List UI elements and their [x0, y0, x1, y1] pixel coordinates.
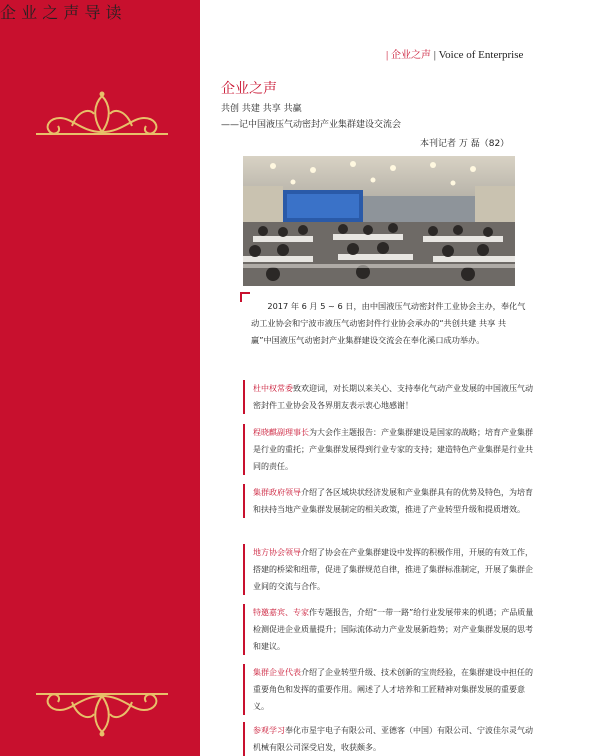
running-header: [386, 46, 523, 61]
list-item: [243, 424, 535, 475]
title-char-1: 企: [0, 3, 17, 22]
vertical-title: [0, 0, 200, 23]
item-lead: 特邀嘉宾、专家: [253, 608, 309, 617]
article-subhead: ——记中国液压气动密封产业集群建设交流会: [221, 120, 402, 130]
paragraph-corner-mark: [240, 292, 250, 302]
list-item: [243, 484, 535, 518]
item-lead: 集群政府领导: [253, 488, 301, 497]
list-item: [243, 664, 535, 715]
list-item: [243, 380, 535, 414]
list-item: [243, 722, 535, 756]
red-sidebar: [0, 0, 200, 756]
article-intro: [251, 298, 526, 349]
item-text: 介绍了各区域块状经济发展和产业集群具有的优势及特色，为培育和扶持当地产业集群发展制定的相关政策，推进了产业转型升级和提质增效。: [253, 488, 533, 514]
title-char-3: 之: [42, 3, 59, 22]
item-text: 致欢迎词，对长期以来关心、支持奉化气动产业发展的中国液压气动密封件工业协会及各界朋友表示衷心地感谢！: [253, 384, 533, 410]
item-lead: 程晓麒副理事长: [253, 428, 309, 437]
item-text: 作专题报告，介绍“一带一路”给行业发展带来的机遇；产品质量检测促进企业质量提升；国际流体动力产业发展新趋势；对产业集群发展的思考和建议。: [253, 608, 534, 651]
conference-photo: [243, 156, 515, 286]
header-section-cn: 企业之声: [390, 50, 431, 61]
ornament-bottom-icon: [32, 690, 172, 740]
conference-hall-icon: [243, 156, 515, 286]
title-char-5: 导: [84, 3, 101, 22]
item-text: 为大会作主题报告：产业集群建设是国家的战略；培育产业集群是行业的重托；产业集群发展得到行业专家的支持；建造特色产业集群是行业共同的责任。: [253, 428, 533, 471]
title-char-4: 声: [63, 3, 80, 22]
article-headline: 共创 共建 共享 共赢: [221, 104, 302, 114]
item-text: 介绍了协会在产业集群建设中发挥的积极作用，开展的有效工作，搭建的桥梁和纽带，促进了集群规范自律，推进了集群标准制定，开展了集群企业间的交流与合作。: [253, 548, 533, 591]
item-text: 奉化市星宇电子有限公司、亚德客（中国）有限公司、宁波佳尔灵气动机械有限公司深受启发，收获颇多。: [253, 726, 533, 752]
list-item: [243, 544, 535, 595]
title-char-2: 业: [21, 3, 38, 22]
list-item: [243, 604, 535, 655]
item-lead: 杜中权常委: [253, 384, 293, 393]
item-lead: 地方协会领导: [253, 548, 301, 557]
item-lead: 参观学习: [253, 726, 285, 735]
item-text: 介绍了企业转型升级、技术创新的宝贵经验，在集群建设中担任的重要角色和发挥的重要作用。阐述了人才培养和工匠精神对集群发展的重要意义。: [253, 668, 533, 711]
ornament-top-icon: [32, 88, 172, 138]
item-lead: 集群企业代表: [253, 668, 301, 677]
header-divider: |: [386, 49, 389, 61]
header-divider-2: |: [433, 49, 436, 61]
article-byline: 本刊记者 万 磊（82）: [420, 139, 510, 149]
section-title: 企业之声: [221, 81, 277, 97]
title-char-6: 读: [105, 3, 122, 22]
header-section-en: Voice of Enterprise: [438, 49, 524, 61]
intro-paragraph: 2017 年 6 月 5 ~ 6 日，由中国液压气动密封件工业协会主办，奉化气动工业协会和宁波市液压气动密封件行业协会承办的“共创共建 共享 共赢”中国液压气动密封产业集群建设交流会在奉化溪口成功举办。: [251, 301, 526, 345]
